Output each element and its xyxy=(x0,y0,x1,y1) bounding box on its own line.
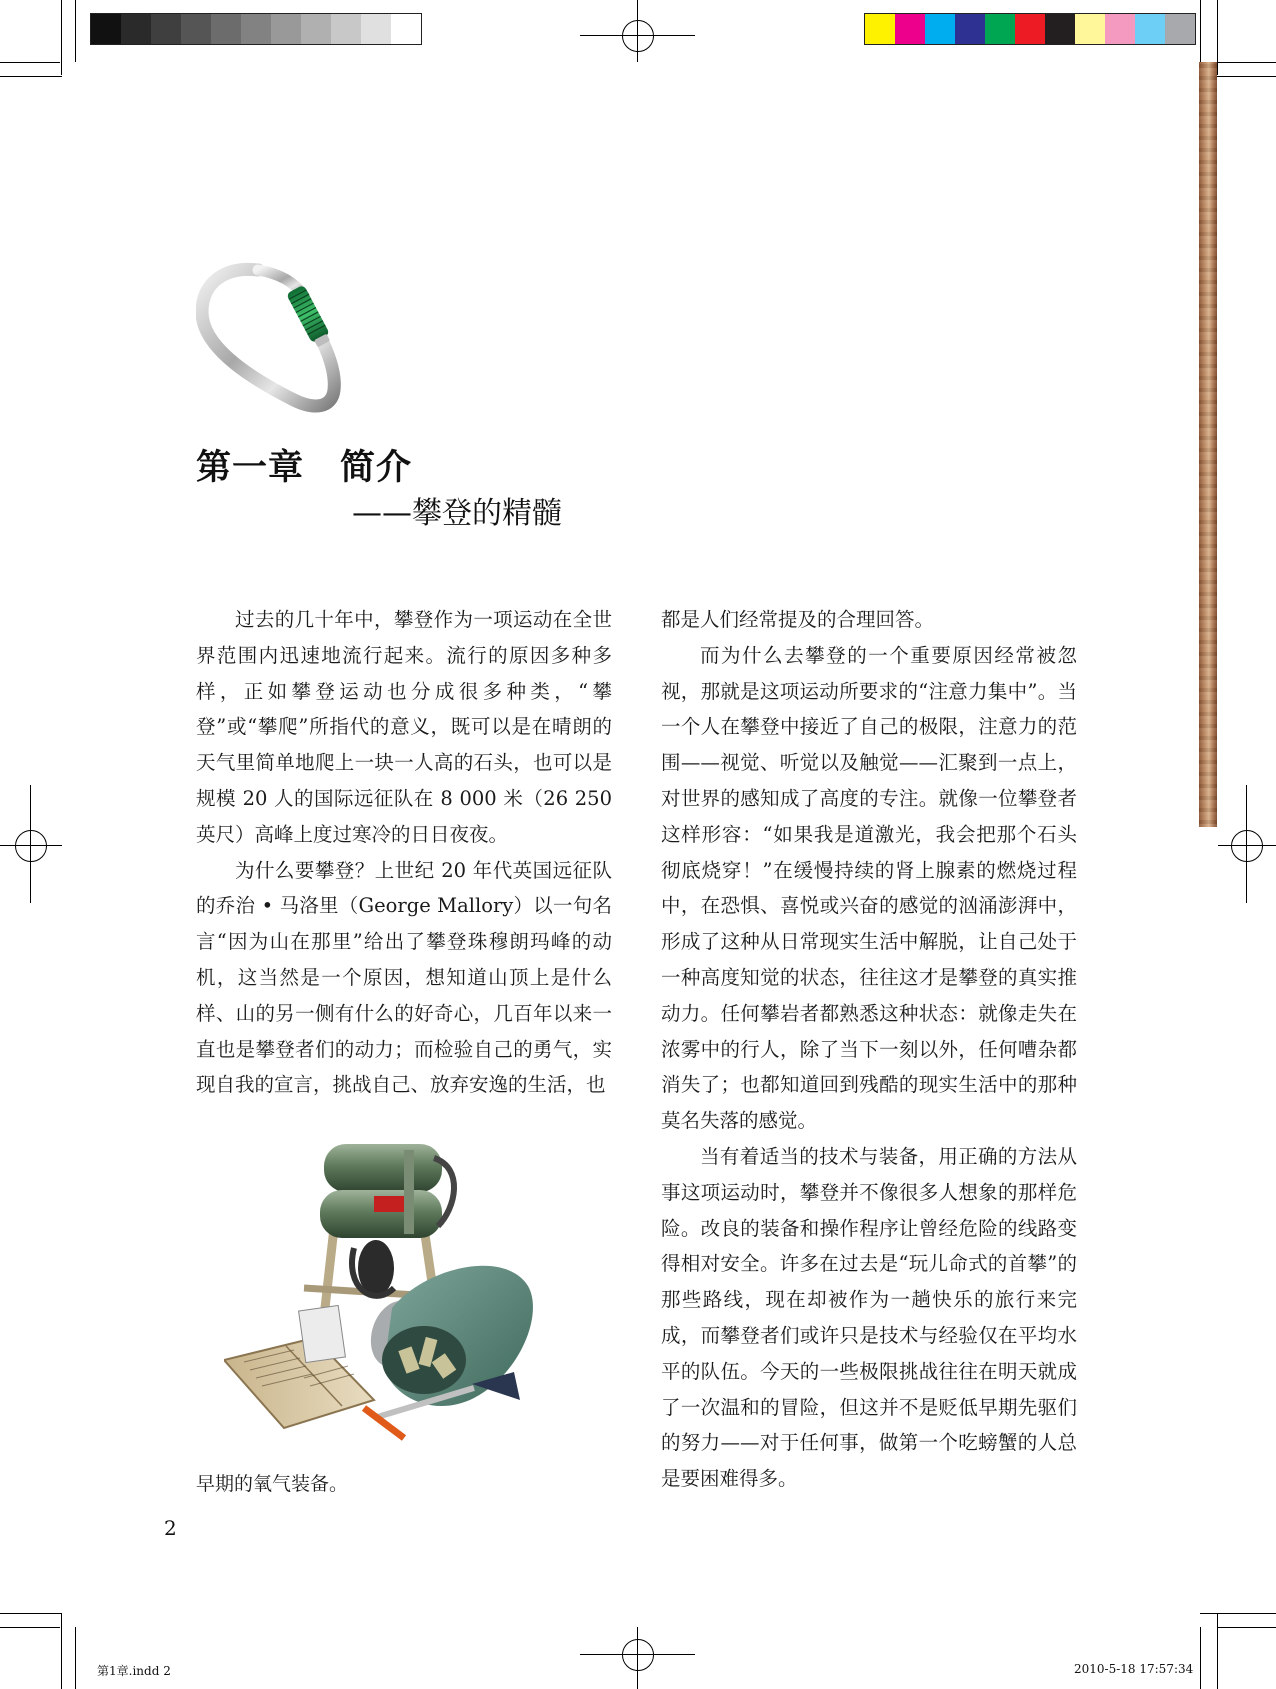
paragraph: 而为什么去攀登的一个重要原因经常被忽视，那就是这项运动所要求的“注意力集中”。当一个人在攀登中接近了自己的极限，注意力的范围——视觉、听觉以及触觉——汇聚到一点上，对世界的感知成了高度的专注。就像一位攀登者这样形容：“如果我是道激光，我会把那个石头彻底烧穿！”在缓慢持续的肾上腺素的燃烧过程中，在恐惧、喜悦或兴奋的感觉的汹涌澎湃中，形成了这种从日常现实生活中解脱，让自己处于一种高度知觉的状态，往往这才是攀登的真实推动力。任何攀岩者都熟悉这种状态：就像走失在浓雾中的行人，除了当下一刻以外，任何嘈杂都消失了；也都知道回到残酷的现实生活中的那种莫名失落的感觉。 xyxy=(661,643,1077,1133)
color-control-bar xyxy=(864,13,1196,45)
right-text-column xyxy=(661,602,1077,1497)
color-swatch xyxy=(955,14,985,44)
gray-swatch xyxy=(361,14,391,44)
color-swatch xyxy=(1015,14,1045,44)
color-swatch xyxy=(1075,14,1105,44)
gray-step-bar xyxy=(90,13,422,45)
color-swatch xyxy=(895,14,925,44)
paragraph: 都是人们经常提及的合理回答。 xyxy=(661,608,935,631)
gray-swatch xyxy=(91,14,121,44)
color-swatch xyxy=(1105,14,1135,44)
color-swatch xyxy=(865,14,895,44)
chapter-number: 第一章 xyxy=(196,447,305,488)
color-swatch xyxy=(925,14,955,44)
paragraph: 过去的几十年中，攀登作为一项运动在全世界范围内迅速地流行起来。流行的原因多种多样，正如攀登运动也分成很多种类，“攀登”或“攀爬”所指代的意义，既可以是在晴朗的天气里简单地爬上一块一人高的石头，也可以是规模 20 人的国际远征队在 8 000 米（26 250 英尺）高峰上度过寒冷的日日夜夜。 xyxy=(196,608,612,846)
rock-texture-strip xyxy=(1199,62,1217,827)
paragraph: 当有着适当的技术与装备，用正确的方法从事这项运动时，攀登并不像很多人想象的那样危险。改良的装备和操作程序让曾经危险的线路变得相对安全。许多在过去是“玩儿命式的首攀”的那些路线，现在却被作为一趟快乐的旅行来完成，而攀登者们或许只是技术与经验仅在平均水平的队伍。今天的一些极限挑战往往在明天就成了一次温和的冒险，但这并不是贬低早期先驱们的努力——对于任何事，做第一个吃螃蟹的人总是要困难得多。 xyxy=(661,1144,1077,1491)
chapter-subtitle: ——攀登的精髓 xyxy=(352,496,562,531)
gray-swatch xyxy=(211,14,241,44)
color-swatch xyxy=(985,14,1015,44)
gray-swatch xyxy=(271,14,301,44)
color-swatch xyxy=(1165,14,1195,44)
gray-swatch xyxy=(151,14,181,44)
page-number: 2 xyxy=(164,1516,177,1540)
gray-swatch xyxy=(121,14,151,44)
color-swatch xyxy=(1045,14,1075,44)
figure-caption: 早期的氧气装备。 xyxy=(196,1473,349,1495)
color-swatch xyxy=(1135,14,1165,44)
gray-swatch xyxy=(241,14,271,44)
slug-timestamp: 2010-5-18 17:57:34 xyxy=(1074,1662,1194,1676)
carabiner-image xyxy=(196,262,356,414)
gray-swatch xyxy=(391,14,421,44)
gray-swatch xyxy=(331,14,361,44)
slug-filename: 第1章.indd 2 xyxy=(97,1664,171,1678)
chapter-title xyxy=(196,440,412,490)
chapter-word: 简介 xyxy=(340,447,413,488)
gray-swatch xyxy=(181,14,211,44)
left-text-column xyxy=(196,602,612,1103)
paragraph: 为什么要攀登？上世纪 20 年代英国远征队的乔治 • 马洛里（George Mallory）以一句名言“因为山在那里”给出了攀登珠穆朗玛峰的动机，这当然是一个原因，想知道山顶上是什么样、山的另一侧有什么的好奇心，几百年以来一直也是攀登者们的动力；而检验自己的勇气，实现自我的宣言，挑战自己、放弃安逸的生活，也 xyxy=(196,858,612,1097)
oxygen-equipment-image xyxy=(224,1138,572,1452)
gray-swatch xyxy=(301,14,331,44)
